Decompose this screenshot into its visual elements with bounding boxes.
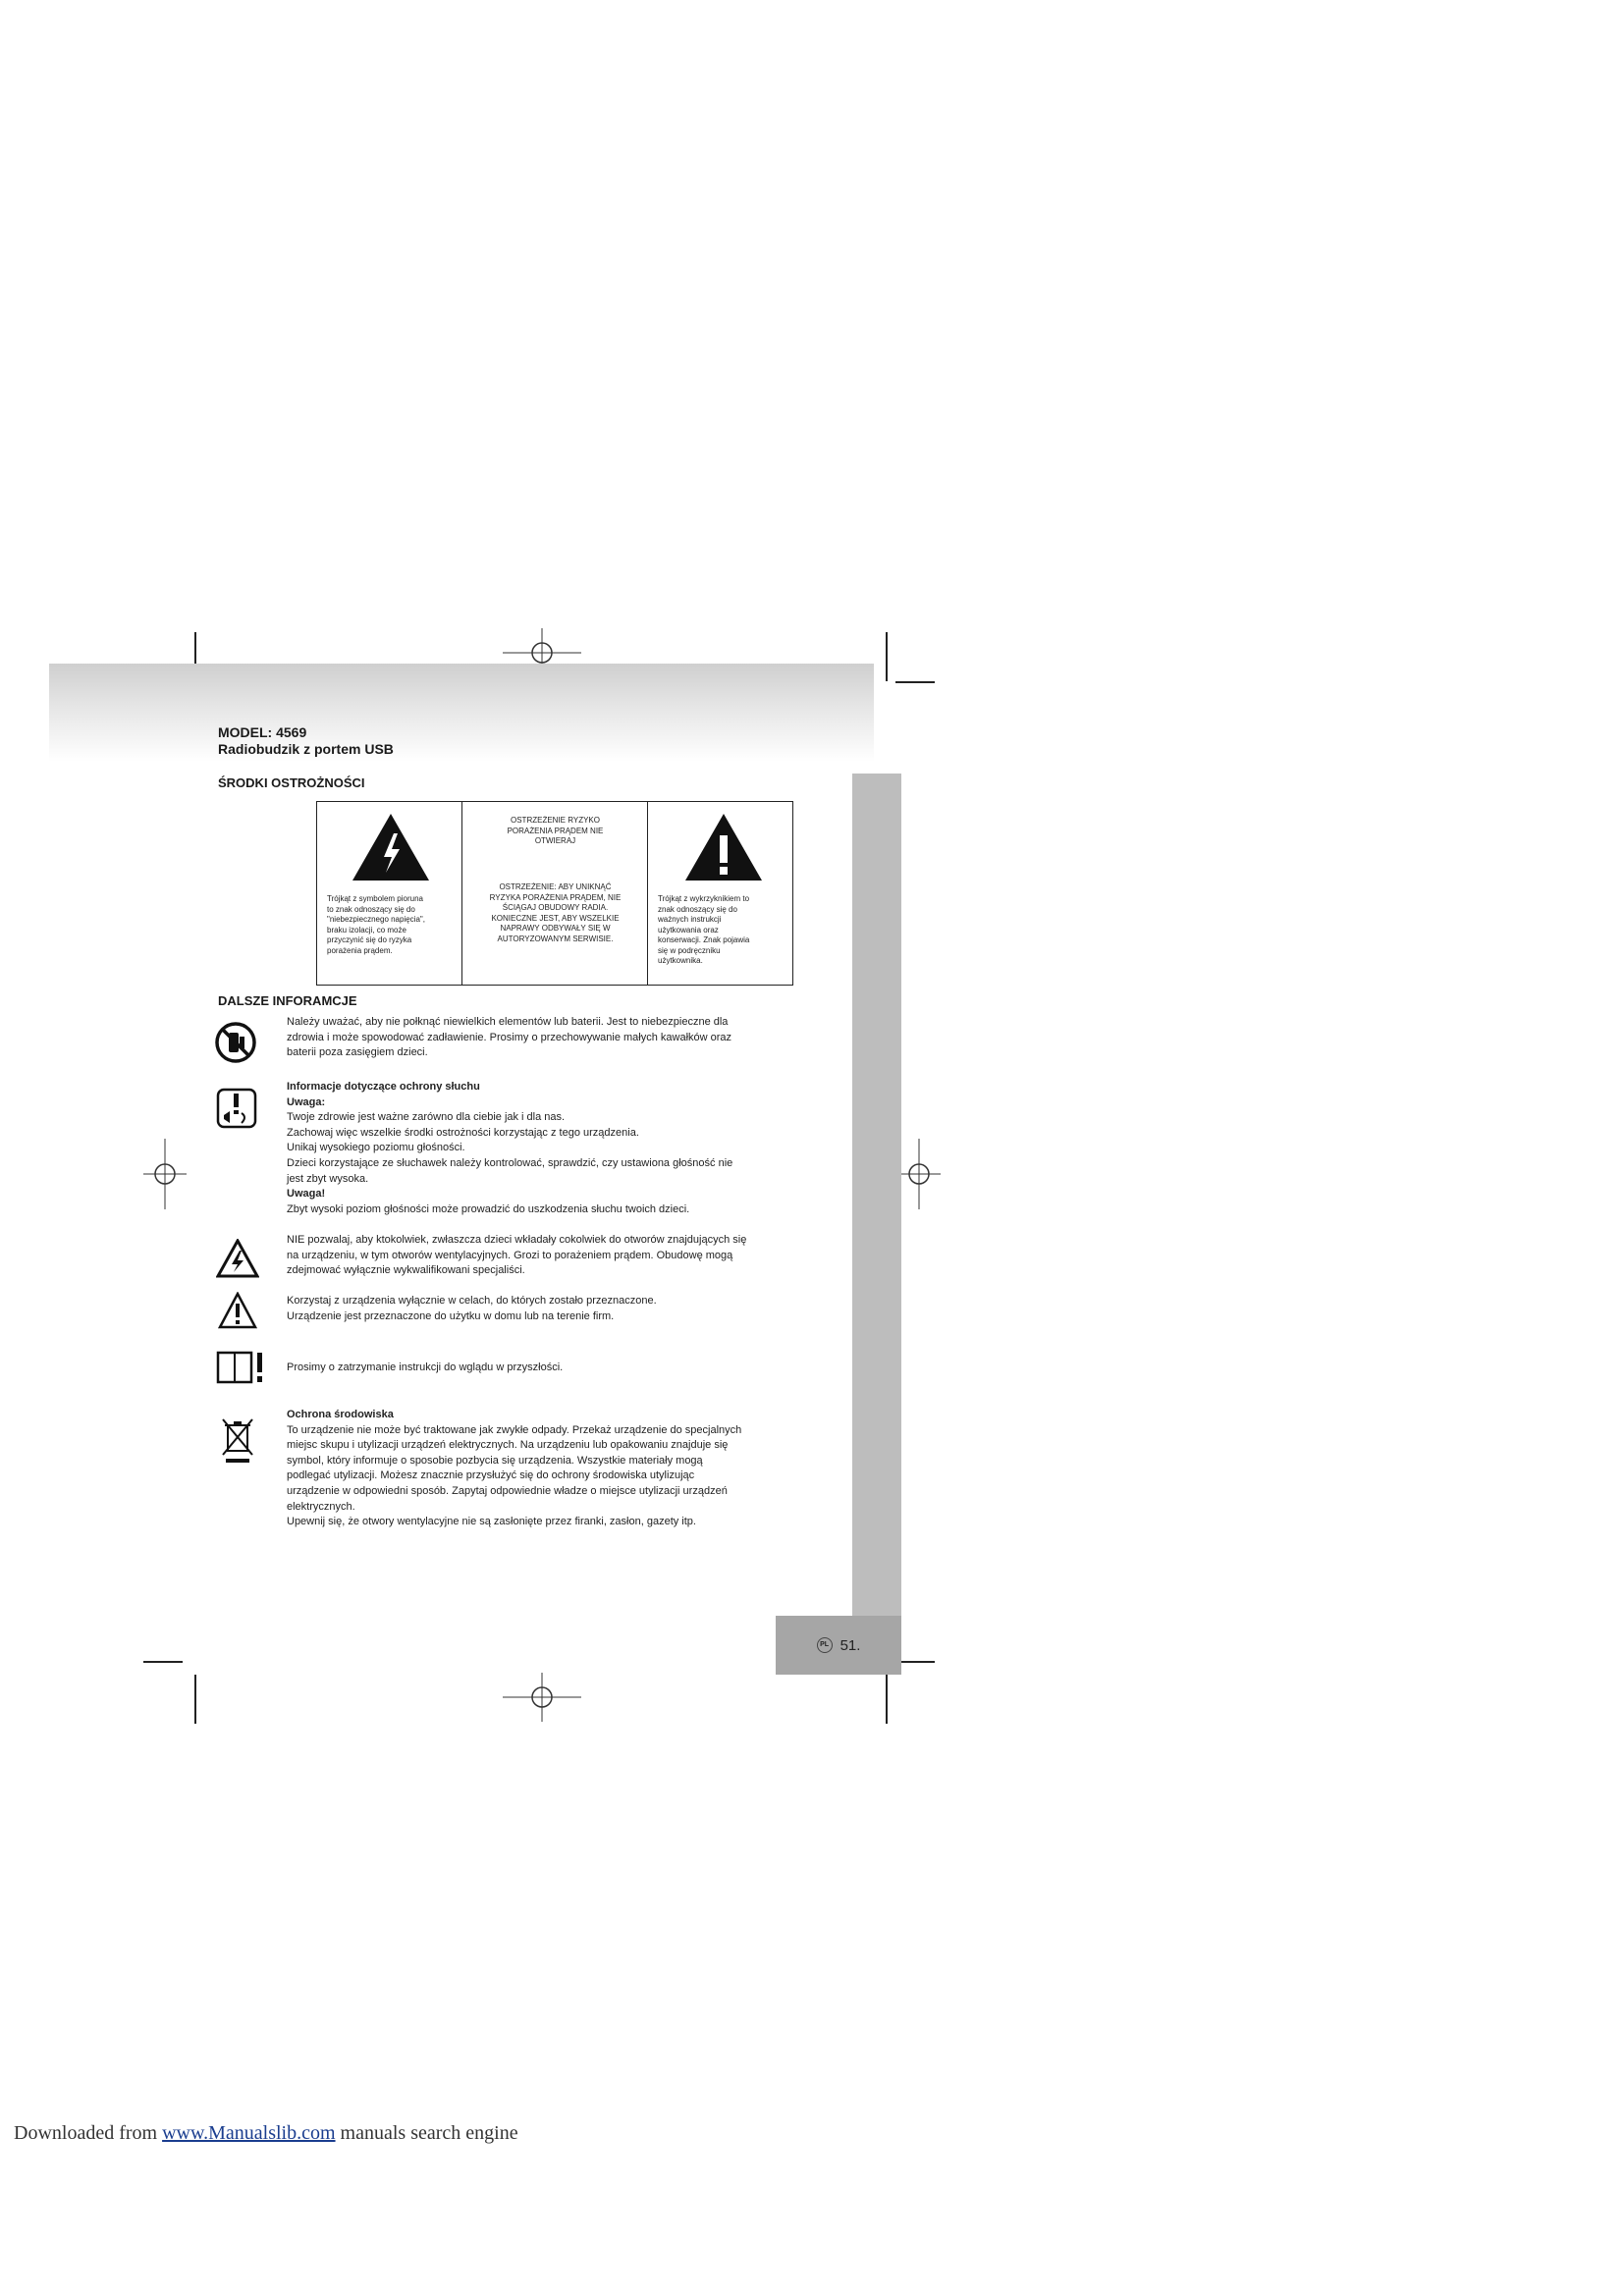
crop-mark	[886, 1675, 888, 1724]
crop-mark	[895, 681, 935, 683]
usage-note: Korzystaj z urządzenia wyłącznie w celach, do których zostało przeznaczone. Urządzenie jest przeznaczone do użytku w domu lub na terenie firm.	[287, 1295, 657, 1322]
footer-prefix: Downloaded from	[14, 2122, 158, 2144]
precautions-heading: ŚRODKI OSTROŻNOŚCI	[218, 775, 365, 790]
footer-suffix: manuals search engine	[340, 2122, 518, 2144]
openings-note: NIE pozwalaj, aby ktokolwiek, zwłaszcza dzieci wkładały cokolwiek do otworów znajdujących się na urządzeniu, w tym otworów wentylacyjnych. Grozi to porażeniem prądem. Obudowę mogą zdejmować wyłącznie wykwalifikowani specjaliści.	[287, 1234, 747, 1277]
product-name: Radiobudzik z portem USB	[218, 741, 394, 757]
electric-shock-icon	[216, 1239, 259, 1278]
small-parts-note: Należy uważać, aby nie połknąć niewielkich elementów lub baterii. Jest to niebezpieczne dla zdrowia i może spowodować zadławienie. Prosimy o przechowywanie małych kawałków oraz baterii poza zasięgiem dzieci.	[287, 1016, 732, 1059]
hearing-title: Informacje dotyczące ochrony słuchu	[287, 1081, 480, 1093]
model-title	[218, 724, 394, 758]
crop-mark	[194, 1675, 196, 1724]
hearing-protection-icon	[216, 1088, 257, 1129]
page-number-text: 51.	[839, 1636, 861, 1654]
model-number: MODEL: 4569	[218, 724, 307, 740]
crop-mark	[143, 1661, 183, 1663]
warning-cell-lightning	[317, 802, 462, 985]
crop-mark	[886, 632, 888, 681]
hearing-note: Informacje dotyczące ochrony słuchu Uwaga: Twoje zdrowie jest ważne zarówno dla ciebie jak i dla nas. Zachowaj więc wszelkie środki ostrożności korzystając z tego urządzenia. Unikaj wysokiego poziomu głośności. Dzieci korzystające ze słuchawek należy kontrolować, sprawdzić, czy ustawiona głośność nie jest zbyt wysoka. Uwaga! Zbyt wysoki poziom głośności może prowadzić do uszkodzenia słuchu twoich dzieci.	[287, 1080, 846, 1217]
lightning-caption: Trójkąt z symbolem pioruna to znak odnoszący się do "niebezpiecznego napięcia", braku izolacji, co może przyczynić się do ryzyka porażenia prądem.	[327, 894, 425, 955]
language-badge: PL	[817, 1637, 833, 1653]
manualslib-link[interactable]: www.Manualslib.com	[162, 2122, 336, 2144]
lightning-warning-icon	[351, 812, 431, 882]
environment-title: Ochrona środowiska	[287, 1409, 394, 1420]
header-band	[49, 664, 874, 762]
side-bar	[852, 774, 901, 1675]
warning-cell-text	[462, 802, 648, 985]
warning-box	[316, 801, 793, 986]
more-info-heading: DALSZE INFORAMCJE	[218, 993, 357, 1008]
warning-bottom-text: OSTRZEŻENIE: ABY UNIKNĄĆ RYZYKA PORAŻENIA PRĄDEM, NIE ŚCIĄGAJ OBUDOWY RADIA. KONIECZNE JEST, ABY WSZELKIE NAPRAWY ODBYWAŁY SIĘ W AUTORYZOWANYM SERWISIE.	[489, 882, 622, 943]
warning-top-text: OSTRZEŻENIE RYZYKO PORAŻENIA PRĄDEM NIE OTWIERAJ	[507, 816, 604, 845]
registration-mark-bottom	[503, 1673, 581, 1722]
page-number	[776, 1616, 901, 1675]
no-small-parts-icon	[214, 1021, 257, 1064]
caution-icon	[218, 1292, 257, 1329]
page-number-tab	[776, 1616, 901, 1675]
exclamation-caption: Trójkąt z wykrzyknikiem to znak odnoszący się do ważnych instrukcji użytkowania oraz konserwacji. Znak pojawia się w podręczniku użytkownika.	[658, 894, 750, 965]
crossed-bin-icon	[220, 1415, 255, 1465]
manual-icon	[216, 1349, 267, 1386]
registration-mark-right	[897, 1139, 941, 1209]
environment-note: Ochrona środowiska To urządzenie nie może być traktowane jak zwykłe odpady. Przekaż urządzenie do specjalnych miejsc skupu i utylizacji urządzeń elektrycznych. Na urządzeniu lub opakowaniu znajduje się symbol, który informuje o sposobie pozbycia się urządzenia. Wszystkie materiały mogą podlegać utylizacji. Możesz znacznie przysłużyć się do ochrony środowiska utylizując urządzenie w odpowiedni sposób. Zapytaj odpowiednie władze o miejsce utylizacji urządzeń elektrycznych. Upewnij się, że otwory wentylacyjne nie są zasłonięte przez firanki, zasłon, gazety itp.	[287, 1408, 846, 1530]
crop-mark	[895, 1661, 935, 1663]
warning-cell-exclamation	[648, 802, 792, 985]
exclamation-warning-icon	[683, 812, 764, 882]
manual-note: Prosimy o zatrzymanie instrukcji do wglądu w przyszłości.	[287, 1362, 564, 1373]
registration-mark-left	[143, 1139, 187, 1209]
download-footer	[14, 2122, 518, 2145]
